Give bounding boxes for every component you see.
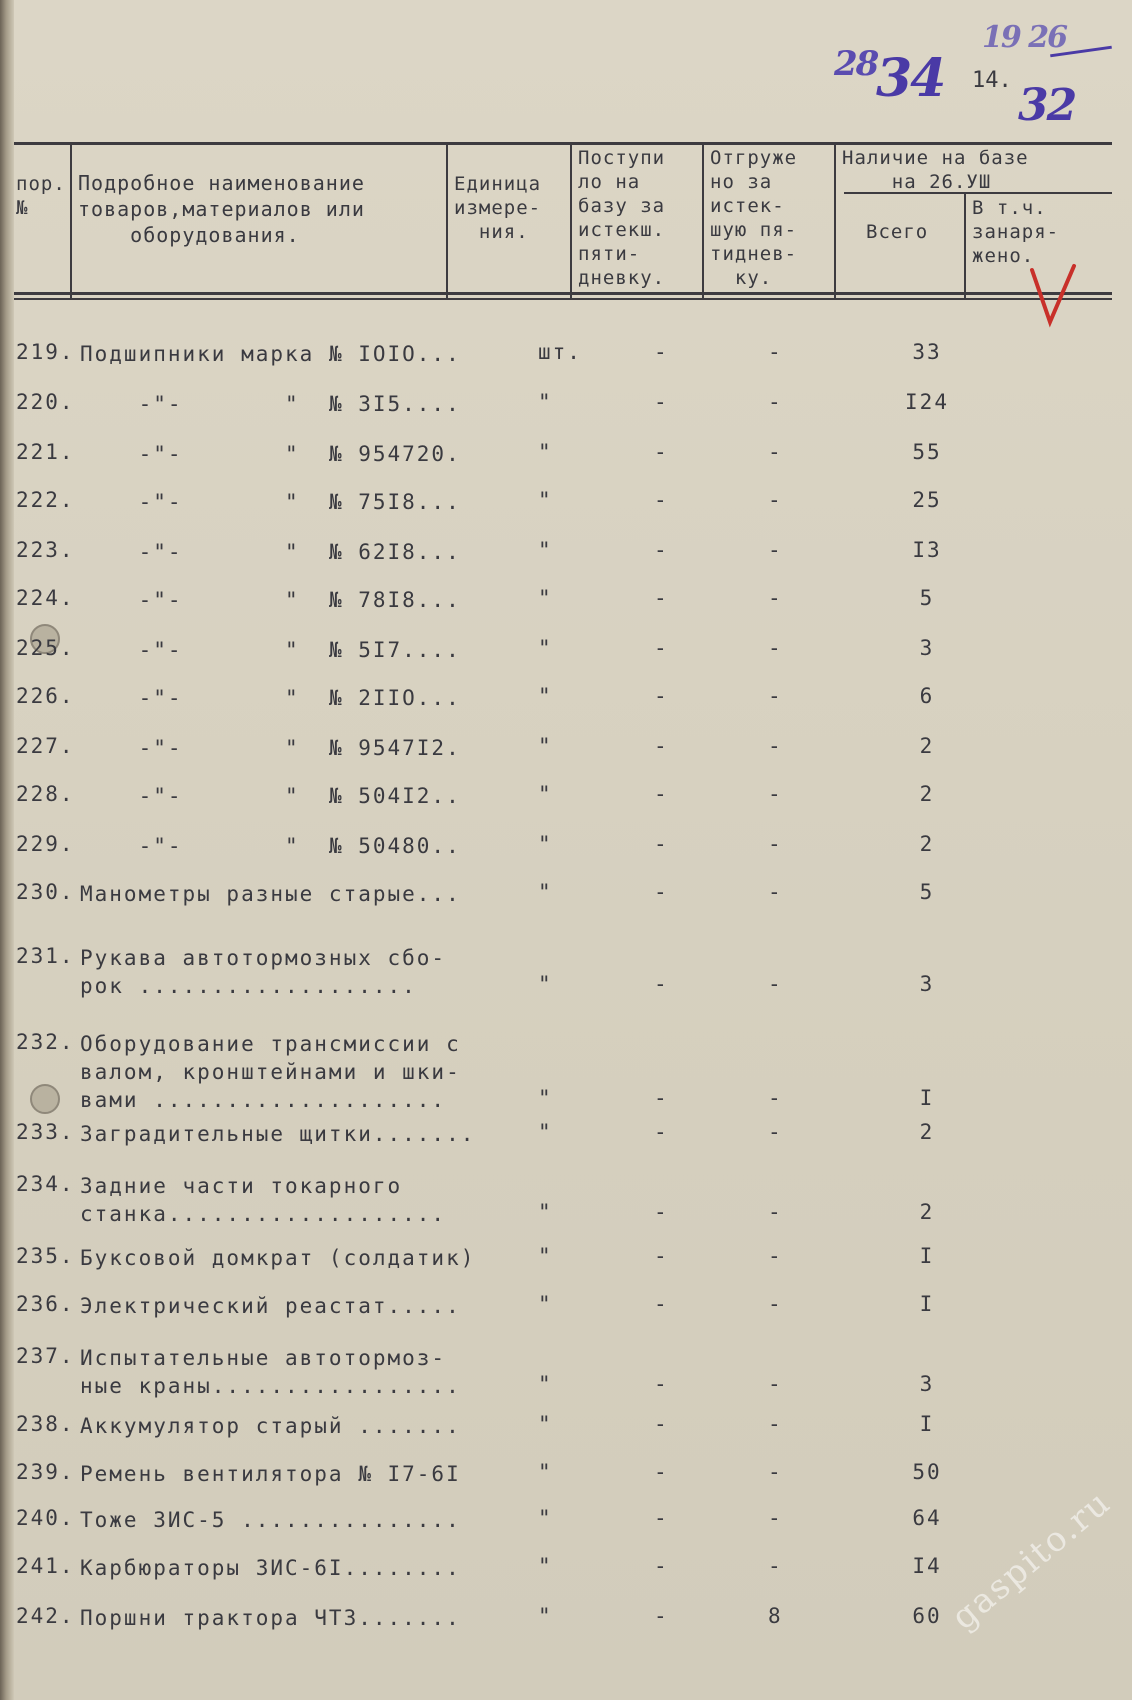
received-value: - — [654, 440, 669, 464]
header-received: Поступи ло на базу за истекш. пяти- дневку. — [578, 147, 666, 289]
item-name: Буксовой домкрат (солдатик) — [80, 1246, 476, 1270]
total-available: 50 — [912, 1460, 942, 1484]
row-number: 233. — [16, 1120, 75, 1144]
received-value: - — [654, 1412, 669, 1436]
row-number: 240. — [16, 1506, 75, 1530]
shipped-value: - — [768, 538, 783, 562]
row-number: 221. — [16, 440, 75, 464]
received-value: - — [654, 340, 669, 364]
total-available: I — [919, 1244, 935, 1268]
unit-of-measure: " — [538, 1506, 553, 1530]
unit-of-measure: " — [538, 1086, 553, 1110]
col-rule-6 — [964, 194, 966, 298]
item-name: -"- " № 2IIO... — [80, 686, 461, 710]
received-value: - — [654, 1554, 669, 1578]
col-rule-4 — [702, 142, 704, 298]
item-name: Тоже ЗИС-5 ............... — [80, 1508, 461, 1532]
unit-of-measure: " — [538, 684, 553, 708]
received-value: - — [654, 538, 669, 562]
unit-of-measure: шт. — [538, 340, 582, 364]
shipped-value: - — [768, 636, 783, 660]
unit-of-measure: " — [538, 832, 553, 856]
unit-of-measure: " — [538, 880, 553, 904]
item-name: -"- " № 504I2.. — [80, 784, 461, 808]
total-available: I — [919, 1086, 935, 1110]
handwritten-mark-main: 34 — [876, 48, 945, 109]
shipped-value: - — [768, 340, 783, 364]
watermark: gaspito.ru — [943, 1482, 1119, 1638]
row-number: 238. — [16, 1412, 75, 1436]
total-available: 2 — [919, 832, 935, 856]
received-value: - — [654, 636, 669, 660]
shipped-value: 8 — [768, 1604, 783, 1628]
page-number: 14. — [972, 68, 1012, 93]
shipped-value: - — [768, 1292, 783, 1316]
shipped-value: - — [768, 1372, 783, 1396]
received-value: - — [654, 880, 669, 904]
row-number: 227. — [16, 734, 75, 758]
shipped-value: - — [768, 440, 783, 464]
shipped-value: - — [768, 488, 783, 512]
col-rule-5 — [834, 142, 836, 298]
item-name: Поршни трактора ЧТЗ....... — [80, 1606, 461, 1630]
row-number: 228. — [16, 782, 75, 806]
unit-of-measure: " — [538, 1412, 553, 1436]
header-double-rule — [14, 298, 1112, 300]
unit-of-measure: " — [538, 1120, 553, 1144]
row-number: 230. — [16, 880, 75, 904]
unit-of-measure: " — [538, 440, 553, 464]
shipped-value: - — [768, 684, 783, 708]
handwritten-mark-crossed: 19 26 — [982, 20, 1066, 55]
received-value: - — [654, 1372, 669, 1396]
row-number: 234. — [16, 1172, 75, 1196]
binding-fold — [0, 0, 14, 1700]
shipped-value: - — [768, 972, 783, 996]
unit-of-measure: " — [538, 1292, 553, 1316]
unit-of-measure: " — [538, 1372, 553, 1396]
received-value: - — [654, 586, 669, 610]
header-reserved: В т.ч. занаря- жено. — [972, 197, 1060, 267]
col-rule-2 — [446, 142, 448, 298]
header-bottom-rule — [14, 292, 1112, 295]
received-value: - — [654, 1086, 669, 1110]
total-available: 64 — [912, 1506, 942, 1530]
total-available: 25 — [912, 488, 942, 512]
unit-of-measure: " — [538, 1244, 553, 1268]
total-available: 2 — [919, 782, 935, 806]
handwritten-mark-top: 28 — [834, 44, 878, 84]
row-number: 242. — [16, 1604, 75, 1628]
header-availability: Наличие на базе на 26.УШ — [842, 147, 1029, 193]
item-name: Заградительные щитки....... — [80, 1122, 476, 1146]
row-number: 236. — [16, 1292, 75, 1316]
item-name: -"- " № 954720. — [80, 442, 461, 466]
received-value: - — [654, 832, 669, 856]
unit-of-measure: " — [538, 1554, 553, 1578]
item-name: -"- " № 62I8... — [80, 540, 461, 564]
row-number: 224. — [16, 586, 75, 610]
document-page — [14, 0, 1132, 1700]
item-name: Электрический реастат..... — [80, 1294, 461, 1318]
row-number: 241. — [16, 1554, 75, 1578]
handwritten-mark-right: 32 — [1018, 80, 1076, 131]
row-number: 235. — [16, 1244, 75, 1268]
unit-of-measure: " — [538, 734, 553, 758]
row-number: 232. — [16, 1030, 75, 1054]
row-number: 220. — [16, 390, 75, 414]
shipped-value: - — [768, 1086, 783, 1110]
row-number: 222. — [16, 488, 75, 512]
total-available: 3 — [919, 1372, 935, 1396]
header-name: Подробное наименование товаров,материалов или оборудования. — [78, 171, 365, 247]
row-number: 225. — [16, 636, 75, 660]
total-available: 3 — [919, 636, 935, 660]
total-available: I3 — [912, 538, 942, 562]
binder-hole — [30, 1084, 60, 1114]
row-number: 231. — [16, 944, 75, 968]
total-available: 60 — [912, 1604, 942, 1628]
header-unit: Единица измере- ния. — [454, 173, 542, 243]
header-shipped: Отгруже но за истек- шую пя- тиднев- ку. — [710, 147, 798, 289]
item-name: Оборудование трансмиссии с валом, кронштейнами и шки- вами .................... — [80, 1032, 461, 1112]
total-available: 2 — [919, 1200, 935, 1224]
header-top-rule — [14, 142, 1112, 145]
shipped-value: - — [768, 1200, 783, 1224]
item-name: -"- " № 50480.. — [80, 834, 461, 858]
unit-of-measure: " — [538, 1604, 553, 1628]
row-number: 229. — [16, 832, 75, 856]
shipped-value: - — [768, 880, 783, 904]
row-number: 237. — [16, 1344, 75, 1368]
total-available: I — [919, 1292, 935, 1316]
received-value: - — [654, 1244, 669, 1268]
shipped-value: - — [768, 1554, 783, 1578]
header-total: Всего — [866, 221, 929, 243]
item-name: -"- " № 3I5.... — [80, 392, 461, 416]
total-available: I — [919, 1412, 935, 1436]
shipped-value: - — [768, 1460, 783, 1484]
total-available: 55 — [912, 440, 942, 464]
row-number: 223. — [16, 538, 75, 562]
shipped-value: - — [768, 1120, 783, 1144]
item-name: Аккумулятор старый ....... — [80, 1414, 461, 1438]
total-available: I4 — [912, 1554, 942, 1578]
received-value: - — [654, 1292, 669, 1316]
total-available: 2 — [919, 1120, 935, 1144]
item-name: Манометры разные старые... — [80, 882, 461, 906]
unit-of-measure: " — [538, 538, 553, 562]
total-available: 2 — [919, 734, 935, 758]
row-number: 219. — [16, 340, 75, 364]
shipped-value: - — [768, 1244, 783, 1268]
received-value: - — [654, 734, 669, 758]
shipped-value: - — [768, 1506, 783, 1530]
unit-of-measure: " — [538, 1460, 553, 1484]
item-name: Ремень вентилятора № I7-6I — [80, 1462, 461, 1486]
received-value: - — [654, 1604, 669, 1628]
received-value: - — [654, 684, 669, 708]
col-rule-3 — [570, 142, 572, 298]
header-no: пор. № — [16, 173, 66, 219]
total-available: 5 — [919, 586, 935, 610]
received-value: - — [654, 782, 669, 806]
unit-of-measure: " — [538, 636, 553, 660]
shipped-value: - — [768, 734, 783, 758]
total-available: I24 — [905, 390, 949, 414]
unit-of-measure: " — [538, 390, 553, 414]
total-available: 6 — [919, 684, 935, 708]
col-rule-1 — [70, 142, 72, 298]
row-number: 226. — [16, 684, 75, 708]
item-name: -"- " № 75I8... — [80, 490, 461, 514]
received-value: - — [654, 972, 669, 996]
received-value: - — [654, 488, 669, 512]
shipped-value: - — [768, 782, 783, 806]
handwritten-check-mark — [1028, 262, 1078, 328]
unit-of-measure: " — [538, 972, 553, 996]
item-name: Карбюраторы ЗИС-6I........ — [80, 1556, 461, 1580]
received-value: - — [654, 1120, 669, 1144]
unit-of-measure: " — [538, 782, 553, 806]
received-value: - — [654, 390, 669, 414]
item-name: -"- " № 78I8... — [80, 588, 461, 612]
received-value: - — [654, 1460, 669, 1484]
total-available: 5 — [919, 880, 935, 904]
item-name: Испытательные автотормоз- ные краны................. — [80, 1346, 461, 1398]
item-name: Рукава автотормозных сбо- рок ................... — [80, 946, 447, 998]
item-name: -"- " № 9547I2. — [80, 736, 461, 760]
received-value: - — [654, 1200, 669, 1224]
item-name: Задние части токарного станка................... — [80, 1174, 447, 1226]
unit-of-measure: " — [538, 586, 553, 610]
total-available: 33 — [912, 340, 942, 364]
shipped-value: - — [768, 390, 783, 414]
unit-of-measure: " — [538, 488, 553, 512]
received-value: - — [654, 1506, 669, 1530]
shipped-value: - — [768, 832, 783, 856]
unit-of-measure: " — [538, 1200, 553, 1224]
row-number: 239. — [16, 1460, 75, 1484]
total-available: 3 — [919, 972, 935, 996]
shipped-value: - — [768, 1412, 783, 1436]
item-name: Подшипники марка № IOIO... — [80, 342, 461, 366]
shipped-value: - — [768, 586, 783, 610]
item-name: -"- " № 5I7.... — [80, 638, 461, 662]
